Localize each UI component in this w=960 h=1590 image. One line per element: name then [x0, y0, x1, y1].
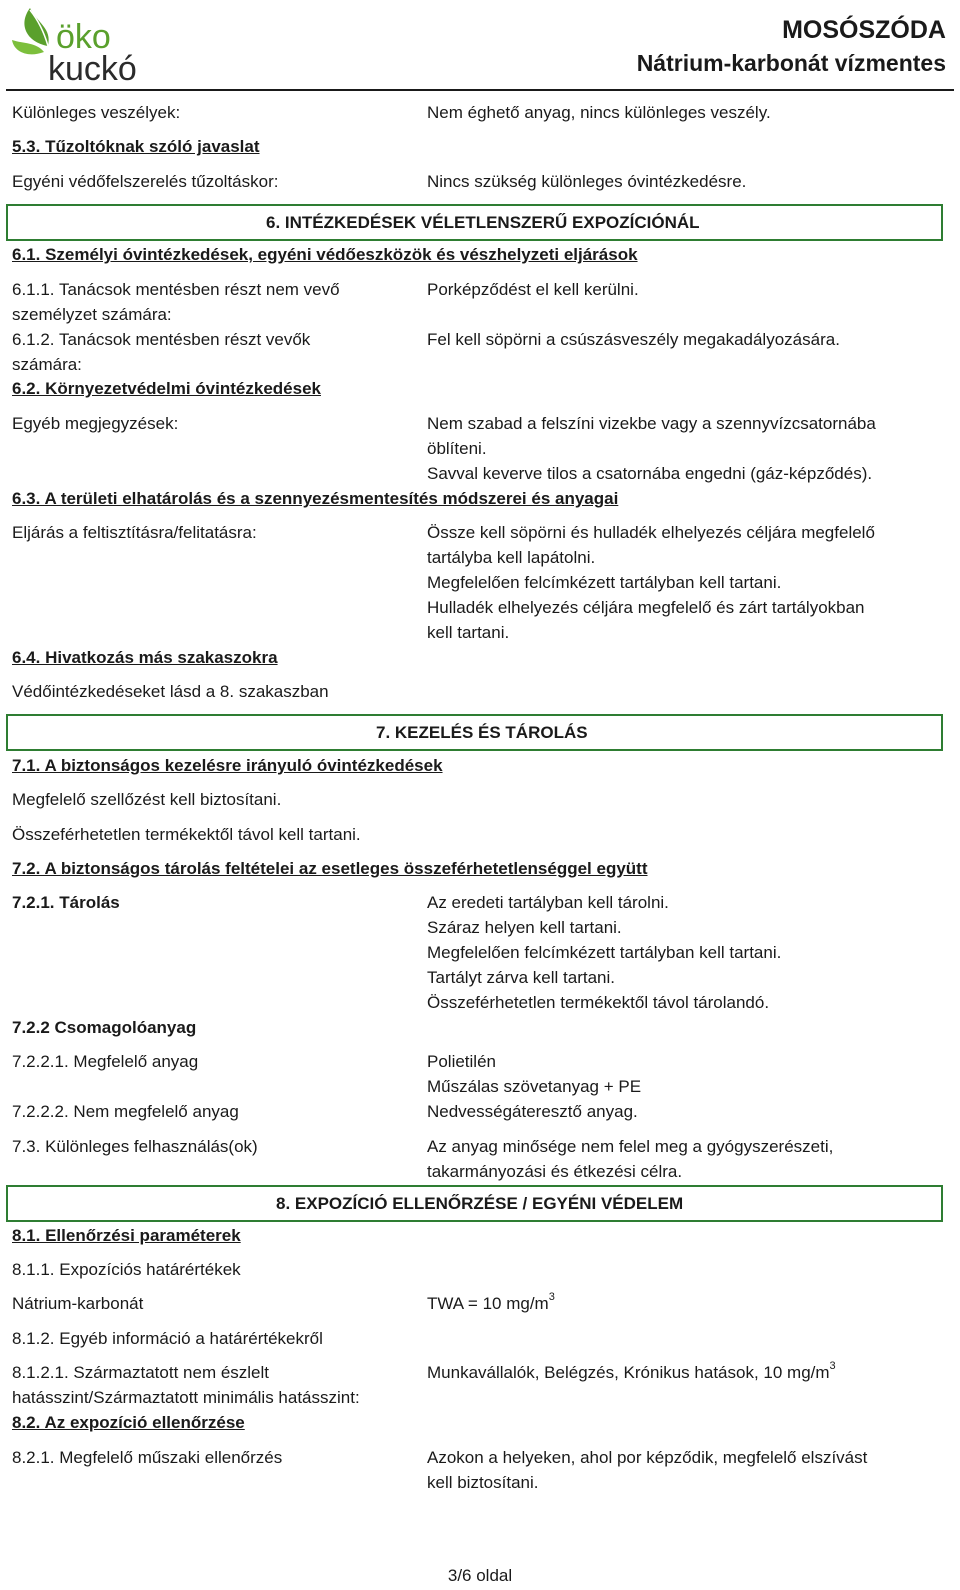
twa-text: TWA = 10 mg/m — [427, 1294, 549, 1313]
special-hazards-value: Nem éghető anyag, nincs különleges veszély. — [427, 103, 771, 122]
packaging-suitable-line1: Polietilén — [427, 1052, 496, 1071]
heading-8-1-2: 8.1.2. Egyéb információ a határértékekről — [12, 1329, 323, 1348]
product-subtitle: Nátrium-karbonát vízmentes — [636, 50, 946, 76]
heading-6-2: 6.2. Környezetvédelmi óvintézkedések — [12, 379, 321, 398]
cleanup-line5: kell tartani. — [427, 623, 510, 642]
leaf-large-icon — [24, 8, 48, 46]
product-title: MOSÓSZÓDA — [782, 16, 946, 44]
heading-5-3: 5.3. Tűzoltóknak szóló javaslat — [12, 137, 260, 156]
heading-8-1-1: 8.1.1. Expozíciós határértékek — [12, 1260, 241, 1279]
dnel-label-line1: 8.1.2.1. Származtatott nem észlelt — [12, 1363, 270, 1382]
heading-7-2: 7.2. A biztonságos tárolás feltételei az esetleges összeférhetetlenséggel együtt — [12, 859, 648, 878]
cleanup-line1: Össze kell söpörni és hulladék elhelyezés céljára megfelelő — [427, 523, 875, 542]
section-6-title-box — [6, 204, 943, 241]
engineering-line2: kell biztosítani. — [427, 1473, 539, 1492]
logo-text-kucko: kuckó — [48, 50, 137, 84]
section-6-title: 6. INTÉZKEDÉSEK VÉLETLENSZERŰ EXPOZÍCIÓNÁL — [266, 212, 700, 232]
cleanup-line4: Hulladék elhelyezés céljára megfelelő és zárt tartályokban — [427, 598, 865, 617]
heading-6-1: 6.1. Személyi óvintézkedések, egyéni védőeszközök és vészhelyzeti eljárások — [12, 245, 638, 264]
packaging-unsuitable-value: Nedvességáteresztő anyag. — [427, 1102, 638, 1121]
item-6-1-2-value: Fel kell söpörni a csúszásveszély megakadályozására. — [427, 330, 840, 349]
twa-superscript: 3 — [548, 1291, 555, 1303]
other-notes-label: Egyéb megjegyzések: — [12, 414, 179, 433]
firefighter-ppe-value: Nincs szükség különleges óvintézkedésre. — [427, 172, 747, 191]
storage-line4: Tartályt zárva kell tartani. — [427, 968, 616, 987]
section-7-title-box — [6, 714, 943, 751]
reference-text: Védőintézkedéseket lásd a 8. szakaszban — [12, 682, 329, 701]
handling-line2: Összeférhetetlen termékektől távol kell tartani. — [12, 825, 361, 844]
item-6-1-2-line2: számára: — [12, 355, 82, 374]
other-notes-line1: Nem szabad a felszíni vizekbe vagy a szennyvízcsatornába — [427, 414, 876, 433]
specific-use-line2: takarmányozási és étkezési célra. — [427, 1162, 683, 1181]
heading-6-3: 6.3. A területi elhatárolás és a szennyezésmentesítés módszerei és anyagai — [12, 489, 619, 508]
page-number: 3/6 oldal — [447, 1566, 513, 1585]
cleanup-line2: tartályba kell lapátolni. — [427, 548, 596, 567]
dnel-value — [427, 1360, 836, 1385]
specific-use-line1: Az anyag minősége nem felel meg a gyógyszerészeti, — [427, 1137, 834, 1156]
firefighter-ppe-label: Egyéni védőfelszerelés tűzoltáskor: — [12, 172, 279, 191]
heading-8-1: 8.1. Ellenőrzési paraméterek — [12, 1226, 241, 1245]
logo-text-oko: öko — [56, 18, 111, 56]
packaging-suitable-line2: Műszálas szövetanyag + PE — [427, 1077, 642, 1096]
special-hazards-label: Különleges veszélyek: — [12, 103, 181, 122]
dnel-label-line2: hatásszint/Származtatott minimális hatásszint: — [12, 1388, 360, 1407]
item-6-1-1-value: Porképződést el kell kerülni. — [427, 280, 639, 299]
cleanup-label: Eljárás a feltisztításra/felitatásra: — [12, 523, 257, 542]
heading-6-4: 6.4. Hivatkozás más szakaszokra — [12, 648, 278, 667]
dnel-superscript: 3 — [829, 1360, 836, 1372]
cleanup-line3: Megfelelően felcímkézett tartályban kell tartani. — [427, 573, 782, 592]
okokucko-logo — [8, 2, 148, 84]
heading-8-2-1: 8.2.1. Megfelelő műszaki ellenőrzés — [12, 1448, 283, 1467]
item-6-1-1-line2: személyzet számára: — [12, 305, 172, 324]
handling-line1: Megfelelő szellőzést kell biztosítani. — [12, 790, 282, 809]
item-6-1-1-line1: 6.1.1. Tanácsok mentésben részt nem vevő — [12, 280, 340, 299]
heading-7-1: 7.1. A biztonságos kezelésre irányuló óvintézkedések — [12, 756, 443, 775]
heading-7-2-1: 7.2.1. Tárolás — [12, 893, 120, 912]
storage-line2: Száraz helyen kell tartani. — [427, 918, 622, 937]
heading-8-2: 8.2. Az expozíció ellenőrzése — [12, 1413, 245, 1432]
section-8-title: 8. EXPOZÍCIÓ ELLENŐRZÉSE / EGYÉNI VÉDELEM — [276, 1193, 684, 1213]
storage-line1: Az eredeti tartályban kell tárolni. — [427, 893, 669, 912]
substance-name: Nátrium-karbonát — [12, 1294, 144, 1313]
leaf-logo-icon — [8, 2, 148, 84]
other-notes-line3: Savval keverve tilos a csatornába engedni (gáz-képződés). — [427, 464, 873, 483]
twa-value — [427, 1291, 555, 1316]
item-6-1-2-line1: 6.1.2. Tanácsok mentésben részt vevők — [12, 330, 311, 349]
storage-line5: Összeférhetetlen termékektől távol tárolandó. — [427, 993, 770, 1012]
packaging-suitable-label: 7.2.2.1. Megfelelő anyag — [12, 1052, 199, 1071]
heading-7-2-2: 7.2.2 Csomagolóanyag — [12, 1018, 197, 1037]
packaging-unsuitable-label: 7.2.2.2. Nem megfelelő anyag — [12, 1102, 239, 1121]
storage-line3: Megfelelően felcímkézett tartályban kell tartani. — [427, 943, 782, 962]
engineering-line1: Azokon a helyeken, ahol por képződik, megfelelő elszívást — [427, 1448, 868, 1467]
specific-use-label: 7.3. Különleges felhasználás(ok) — [12, 1137, 258, 1156]
header-divider — [6, 89, 954, 91]
other-notes-line2: öblíteni. — [427, 439, 487, 458]
section-8-title-box — [6, 1185, 943, 1222]
section-7-title: 7. KEZELÉS ÉS TÁROLÁS — [376, 722, 588, 742]
dnel-text: Munkavállalók, Belégzés, Krónikus hatások, 10 mg/m — [427, 1363, 830, 1382]
